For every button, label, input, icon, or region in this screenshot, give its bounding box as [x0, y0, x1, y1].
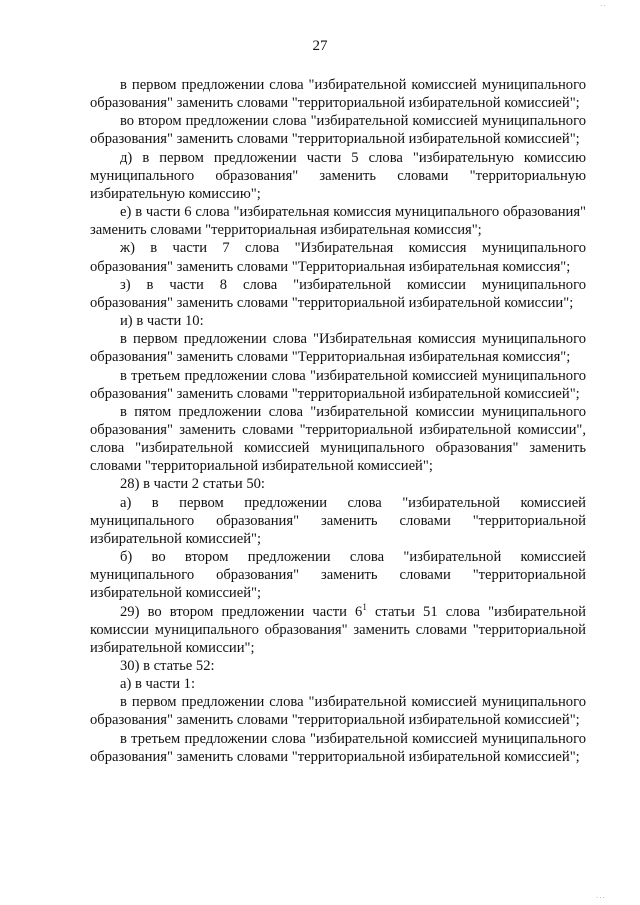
- paragraph: д) в первом предложении части 5 слова "избирательную комиссию муниципального образования" заменить словами "территориальную избирательную комиссию";: [90, 149, 586, 202]
- paragraph-29-end: статьи 51 слова "избирательной комиссии муниципального образования" заменить словами "территориальной избирательной комиссии";: [90, 603, 586, 656]
- page-number: 27: [312, 38, 328, 54]
- paragraph-29: [90, 603, 586, 657]
- paragraph: е) в части 6 слова "избирательная комиссия муниципального образования" заменить словами "территориальная избирательная комиссия";: [90, 204, 586, 239]
- paragraph: в первом предложении слова "Избирательная комиссия муниципального образования" заменить словами "Территориальная избирательная комиссия";: [90, 331, 586, 366]
- paragraph: в пятом предложении слова "избирательной комиссии муниципального образования" заменить словами "территориальной избирательной комиссии", слова "избирательной комиссией муниципального образования" заменить словами "территориальной избирательной комиссией";: [90, 403, 586, 475]
- paragraph: в первом предложении слова "избирательной комиссией муниципального образования" заменить словами "территориальной избирательной комиссией";: [90, 694, 586, 729]
- paragraph: 30) в статье 52:: [120, 658, 215, 674]
- paragraph: в третьем предложении слова "избирательной комиссией муниципального образования" заменить словами "территориальной избирательной комиссией";: [90, 730, 586, 765]
- paragraph: з) в части 8 слова "избирательной комиссии муниципального образования" заменить словами "территориальной избирательной комиссии";: [90, 276, 586, 311]
- paragraph: и) в части 10:: [120, 313, 204, 330]
- paragraph: а) в первом предложении слова "избирательной комиссией муниципального образования" заменить словами "территориальной избирательной комиссией";: [90, 494, 586, 547]
- paragraph: во втором предложении слова "избирательной комиссией муниципального образования" заменить словами "территориальной избирательной комиссией";: [90, 113, 586, 148]
- paragraph: в первом предложении слова "избирательной комиссией муниципального образования" заменить словами "территориальной избирательной комиссией";: [90, 77, 586, 112]
- bottom-right-mark: ...: [596, 892, 606, 900]
- paragraph-29-start: 29) во втором предложении части 6: [120, 603, 363, 620]
- paragraph: б) во втором предложении слова "избирательной комиссией муниципального образования" заменить словами "территориальной избирательной комиссией";: [90, 549, 586, 602]
- superscript: 1: [362, 601, 367, 612]
- top-right-mark: ..: [600, 0, 607, 8]
- paragraph: ж) в части 7 слова "Избирательная комиссия муниципального образования" заменить словами "Территориальная избирательная комиссия";: [90, 240, 586, 275]
- paragraph: в третьем предложении слова "избирательной комиссией муниципального образования" заменить словами "территориальной избирательной комиссией";: [90, 367, 586, 402]
- document-body: [90, 76, 586, 766]
- paragraph: 28) в части 2 статьи 50:: [120, 476, 265, 493]
- paragraph: а) в части 1:: [120, 676, 196, 693]
